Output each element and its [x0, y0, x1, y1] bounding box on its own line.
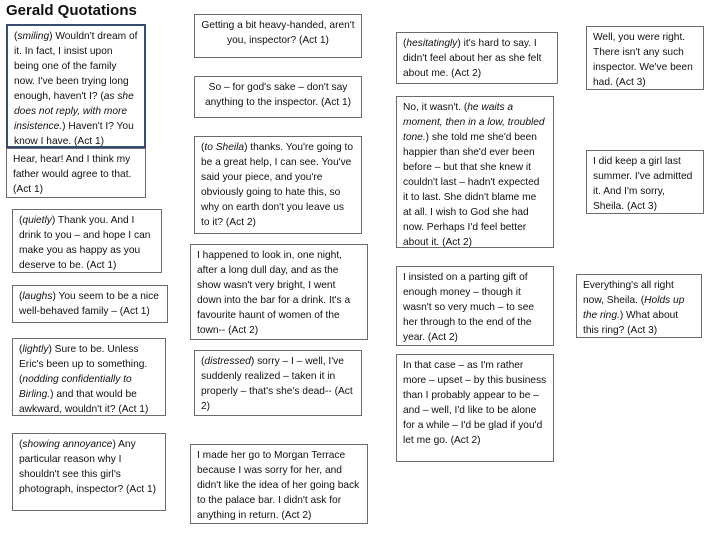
- quote-card: In that case – as I'm rather more – upset – by this business than I probably appear to be – and – well, I'd like to be alone for a while – I'd be glad if you'd let me go. (Act 2): [396, 354, 554, 462]
- quote-card: Hear, hear! And I think my father would agree to that. (Act 1): [6, 148, 146, 198]
- quote-card: So – for god's sake – don't say anything to the inspector. (Act 1): [194, 76, 362, 118]
- quote-card: (lightly) Sure to be. Unless Eric's been up to something. (nodding confidentially to Birling.) and that would be awkward, wouldn't it? (Act 1): [12, 338, 166, 416]
- quote-card: (hesitatingly) it's hard to say. I didn't feel about her as she felt about me. (Act 2): [396, 32, 558, 84]
- page-title: Gerald Quotations: [6, 2, 137, 19]
- quote-card: (smiling) Wouldn't dream of it. In fact, I insist upon being one of the family now. I've been trying long enough, haven't I? (as she does not reply, with more insistence.) Haven't I? You know I have. (Act 1): [6, 24, 146, 148]
- quote-card: I insisted on a parting gift of enough money – though it wasn't so very much – to see her through to the end of the year. (Act 2): [396, 266, 554, 346]
- quote-card: (to Sheila) thanks. You're going to be a great help, I can see. You've said your piece, and you're obviously going to hate this, so why on earth don't you leave us to it? (Act 2): [194, 136, 362, 234]
- quote-card: Getting a bit heavy-handed, aren't you, inspector? (Act 1): [194, 14, 362, 58]
- quote-card: Well, you were right. There isn't any such inspector. We've been had. (Act 3): [586, 26, 704, 90]
- quote-card: (quietly) Thank you. And I drink to you – and hope I can make you as happy as you deserve to be. (Act 1): [12, 209, 162, 273]
- quote-card: I happened to look in, one night, after a long dull day, and as the show wasn't very bright, I went down into the bar for a drink. It's a favourite haunt of women of the town-- (Act 2): [190, 244, 368, 340]
- quote-card: No, it wasn't. (he waits a moment, then in a low, troubled tone.) she told me she'd been happier than she'd ever been before – but that she knew it couldn't last – hadn't expected it to last. She didn't blame me at all. I wish to God she had now. Perhaps I'd feel better about it. (Act 2): [396, 96, 554, 248]
- quote-card: Everything's all right now, Sheila. (Holds up the ring.) What about this ring? (Act 3): [576, 274, 702, 338]
- quote-card: (laughs) You seem to be a nice well-behaved family – (Act 1): [12, 285, 168, 323]
- quote-card: I made her go to Morgan Terrace because I was sorry for her, and didn't like the idea of her going back to the palace bar. I didn't ask for anything in return. (Act 2): [190, 444, 368, 524]
- quote-card: (distressed) sorry – I – well, I've suddenly realized – taken it in properly – that's she's dead-- (Act 2): [194, 350, 362, 416]
- quote-card: (showing annoyance) Any particular reason why I shouldn't see this girl's photograph, inspector? (Act 1): [12, 433, 166, 511]
- quote-card: I did keep a girl last summer. I've admitted it. And I'm sorry, Sheila. (Act 3): [586, 150, 704, 214]
